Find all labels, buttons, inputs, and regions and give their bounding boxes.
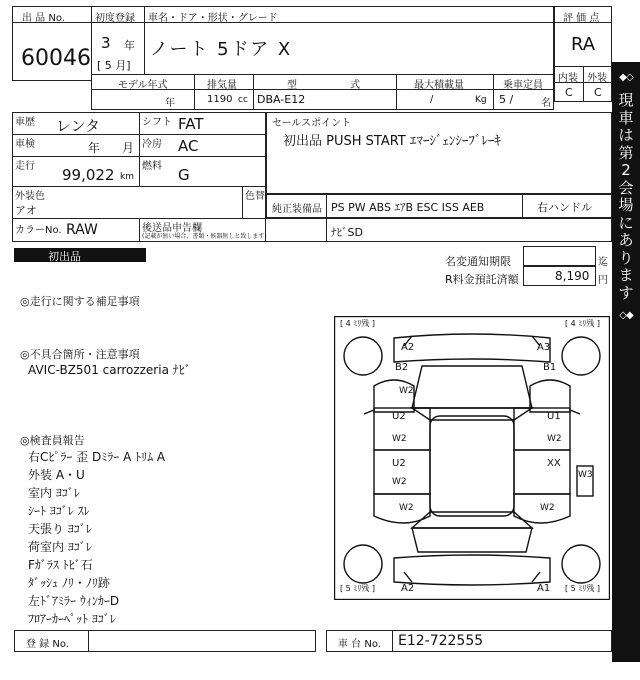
damage-mark: A1 — [537, 583, 551, 594]
tire-front-left — [344, 337, 382, 375]
damage-mark: U1 — [547, 411, 561, 422]
mileage-value: 99,022 — [62, 166, 115, 184]
docs-note: (記載が無い場合、書類・候器無しと致します) — [142, 233, 267, 240]
front-fender-right — [530, 380, 570, 412]
damage-mark: B2 — [395, 362, 409, 373]
inspection-label: 車検 — [15, 139, 35, 150]
damage-mark: W2 — [547, 434, 562, 444]
exterior-grade: C — [594, 86, 602, 99]
fuel-label: 燃料 — [142, 161, 162, 172]
color-change-label: 色替 — [245, 191, 265, 202]
first-registration-month: [ 5 月] — [97, 59, 131, 72]
sales-point-label: セールスポイント — [272, 118, 352, 129]
rear-door-right — [514, 450, 570, 494]
interior-grade: C — [565, 86, 573, 99]
damage-mark: W2 — [392, 477, 407, 487]
docs-label: 後送品申告欄 — [142, 223, 202, 234]
chassis-number-label: 車 台 No. — [338, 639, 381, 650]
tire-rear-left — [344, 545, 382, 583]
inspector-line: 荷室内 ﾖｺﾞﾚ — [28, 540, 92, 554]
side-banner-char: 会 — [618, 178, 634, 197]
tire-front-right — [562, 337, 600, 375]
hood — [412, 366, 532, 408]
name-change-unit: 迄 — [598, 257, 608, 268]
inspector-line: 天張り ﾖｺﾞﾚ — [28, 522, 92, 536]
recycle-label: R料金預託済額 — [445, 273, 519, 286]
side-banner-char: 車 — [618, 108, 634, 127]
model-label: 車名・ドア・形状・グレード — [148, 13, 278, 24]
shift-label: シフト — [142, 117, 172, 128]
damage-mark: A3 — [537, 342, 551, 353]
displacement-unit: cc — [238, 95, 248, 105]
inspection-month: 月 — [122, 141, 135, 155]
side-banner-char: 第 — [618, 143, 634, 162]
history-label: 車歴 — [15, 117, 35, 128]
exterior-color-value: アオ — [15, 204, 37, 217]
tire-depth-rear-right: [ 5 ﾐﾘ残 ] — [565, 584, 600, 593]
side-banner-char: ま — [618, 266, 634, 284]
side-banner-char: に — [618, 213, 634, 232]
color-no-value: RAW — [66, 222, 98, 238]
damage-mark: W2 — [540, 503, 555, 513]
damage-mark: W2 — [399, 386, 414, 396]
fuel-value: G — [178, 166, 190, 184]
rear-door-left — [374, 450, 430, 494]
damage-mark: W2 — [392, 434, 407, 444]
rear-hatch — [412, 528, 532, 552]
exterior-grade-label: 外装 — [587, 73, 607, 84]
front-fender-left — [374, 380, 414, 412]
model-year-label: モデル年式 — [118, 80, 168, 91]
inspector-line: 外装 A・U — [28, 468, 85, 482]
car-damage-diagram — [334, 316, 610, 600]
inspector-line: 左ﾄﾞｱﾐﾗｰ ｳｨﾝｶｰD — [28, 594, 120, 608]
defects-title: ◎不具合箇所・注意事項 — [20, 348, 140, 361]
side-banner-char: あ — [618, 231, 634, 249]
docs-value: ﾅﾋﾞSD — [331, 226, 363, 239]
damage-mark: W2 — [399, 503, 414, 513]
ac-label: 冷房 — [142, 139, 162, 150]
side-banner-prefix: ◆◇ — [619, 72, 633, 83]
registration-number-label: 登 録 No. — [26, 639, 69, 650]
first-registration-year: 3 — [101, 34, 111, 52]
max-load-label: 最大積載量 — [414, 80, 464, 91]
inspector-line: Fｶﾞﾗｽ ﾄﾋﾞ石 — [28, 558, 93, 572]
mileage-unit: km — [120, 172, 134, 182]
tire-depth-front-left: [ 4 ﾐﾘ残 ] — [340, 319, 375, 328]
type-value: DBA-E12 — [257, 93, 306, 106]
capacity-unit: 名 — [541, 98, 551, 109]
history-value: レンタ — [56, 117, 101, 135]
steering-value: 右ハンドル — [537, 201, 592, 214]
damage-mark: B1 — [543, 362, 557, 373]
model-year-unit: 年 — [165, 98, 175, 109]
side-banner-char: 現 — [618, 91, 634, 109]
driving-notes-title: ◎走行に関する補足事項 — [20, 295, 140, 308]
inspector-line: ﾀﾞｯｼｭ ﾉﾘ・ﾉﾘ跡 — [28, 576, 110, 590]
damage-mark: A2 — [401, 342, 415, 353]
rear-bumper — [394, 555, 550, 585]
rating-label: 評 価 点 — [563, 13, 600, 24]
damage-mark: XX — [547, 458, 561, 469]
recycle-value: 8,190 — [555, 269, 590, 283]
side-banner-char: り — [618, 248, 634, 267]
interior-grade-label: 内装 — [558, 73, 578, 84]
front-bumper — [394, 334, 550, 362]
side-banner — [612, 62, 640, 662]
inspector-line: ｼｰﾄ ﾖｺﾞﾚ ｽﾚ — [28, 504, 90, 518]
name-change-label: 名変通知期限 — [445, 255, 511, 268]
damage-mark: U2 — [392, 458, 406, 469]
first-listing-badge-text: 初出品 — [48, 250, 81, 263]
recycle-unit: 円 — [598, 275, 608, 286]
chassis-number-value: E12-722555 — [398, 633, 484, 649]
tire-depth-front-right: [ 4 ﾐﾘ残 ] — [565, 319, 600, 328]
type-label-right: 式 — [350, 80, 360, 91]
inspector-title: ◎検査員報告 — [20, 434, 85, 447]
displacement-label: 排気量 — [207, 80, 237, 91]
displacement-value: 1190 — [207, 94, 233, 105]
inspector-line: 室内 ﾖｺﾞﾚ — [28, 486, 80, 500]
side-banner-char: す — [618, 283, 634, 302]
max-load-unit: Kg — [475, 95, 487, 105]
mileage-label: 走行 — [15, 161, 35, 172]
type-label-left: 型 — [287, 80, 297, 91]
tire-depth-rear-left: [ 5 ﾐﾘ残 ] — [340, 584, 375, 593]
sales-point-value: 初出品 PUSH START ｴﾏｰｼﾞｪﾝｼｰﾌﾞﾚｰｷ — [283, 134, 501, 149]
first-registration-label: 初度登録 — [95, 13, 135, 24]
capacity-value: 5 / — [499, 93, 514, 106]
inspector-line: ﾌﾛｱｰｶｰﾍﾟｯﾄ ﾖｺﾞﾚ — [28, 612, 116, 626]
ac-value: AC — [178, 137, 199, 155]
color-no-label: カラーNo. — [15, 225, 62, 236]
equipment-value: PS PW ABS ｴｱB ESC ISS AEB — [331, 201, 485, 214]
model-value: ノート 5ドア X — [150, 39, 293, 60]
shift-value: FAT — [178, 115, 204, 133]
equipment-label: 純正装備品 — [272, 204, 322, 215]
inspection-year: 年 — [88, 141, 101, 155]
exterior-color-label: 外装色 — [15, 191, 45, 202]
damage-mark: A2 — [401, 583, 415, 594]
lot-number: 60046 — [21, 46, 91, 71]
inspector-line: 右Cﾋﾟﾗｰ 歪 Dﾐﾗｰ A ﾄﾘﾑ A — [28, 450, 166, 464]
name-change-field — [523, 246, 596, 266]
side-banner-char: 2 — [621, 161, 631, 179]
rating-value: RA — [571, 34, 596, 55]
capacity-label: 乗車定員 — [503, 80, 543, 91]
roof — [430, 416, 514, 516]
max-load-value: / — [430, 94, 434, 105]
side-banner-suffix: ◇◆ — [619, 310, 633, 321]
damage-mark: W3 — [578, 470, 593, 480]
tire-rear-right — [562, 545, 600, 583]
lot-number-label: 出 品 No. — [22, 13, 65, 24]
side-banner-char: 場 — [618, 196, 634, 214]
defects-text: AVIC-BZ501 carrozzeria ﾅﾋﾞ — [28, 363, 191, 377]
damage-mark: U2 — [392, 411, 406, 422]
first-registration-year-unit: 年 — [124, 39, 135, 52]
side-banner-char: は — [618, 126, 634, 144]
